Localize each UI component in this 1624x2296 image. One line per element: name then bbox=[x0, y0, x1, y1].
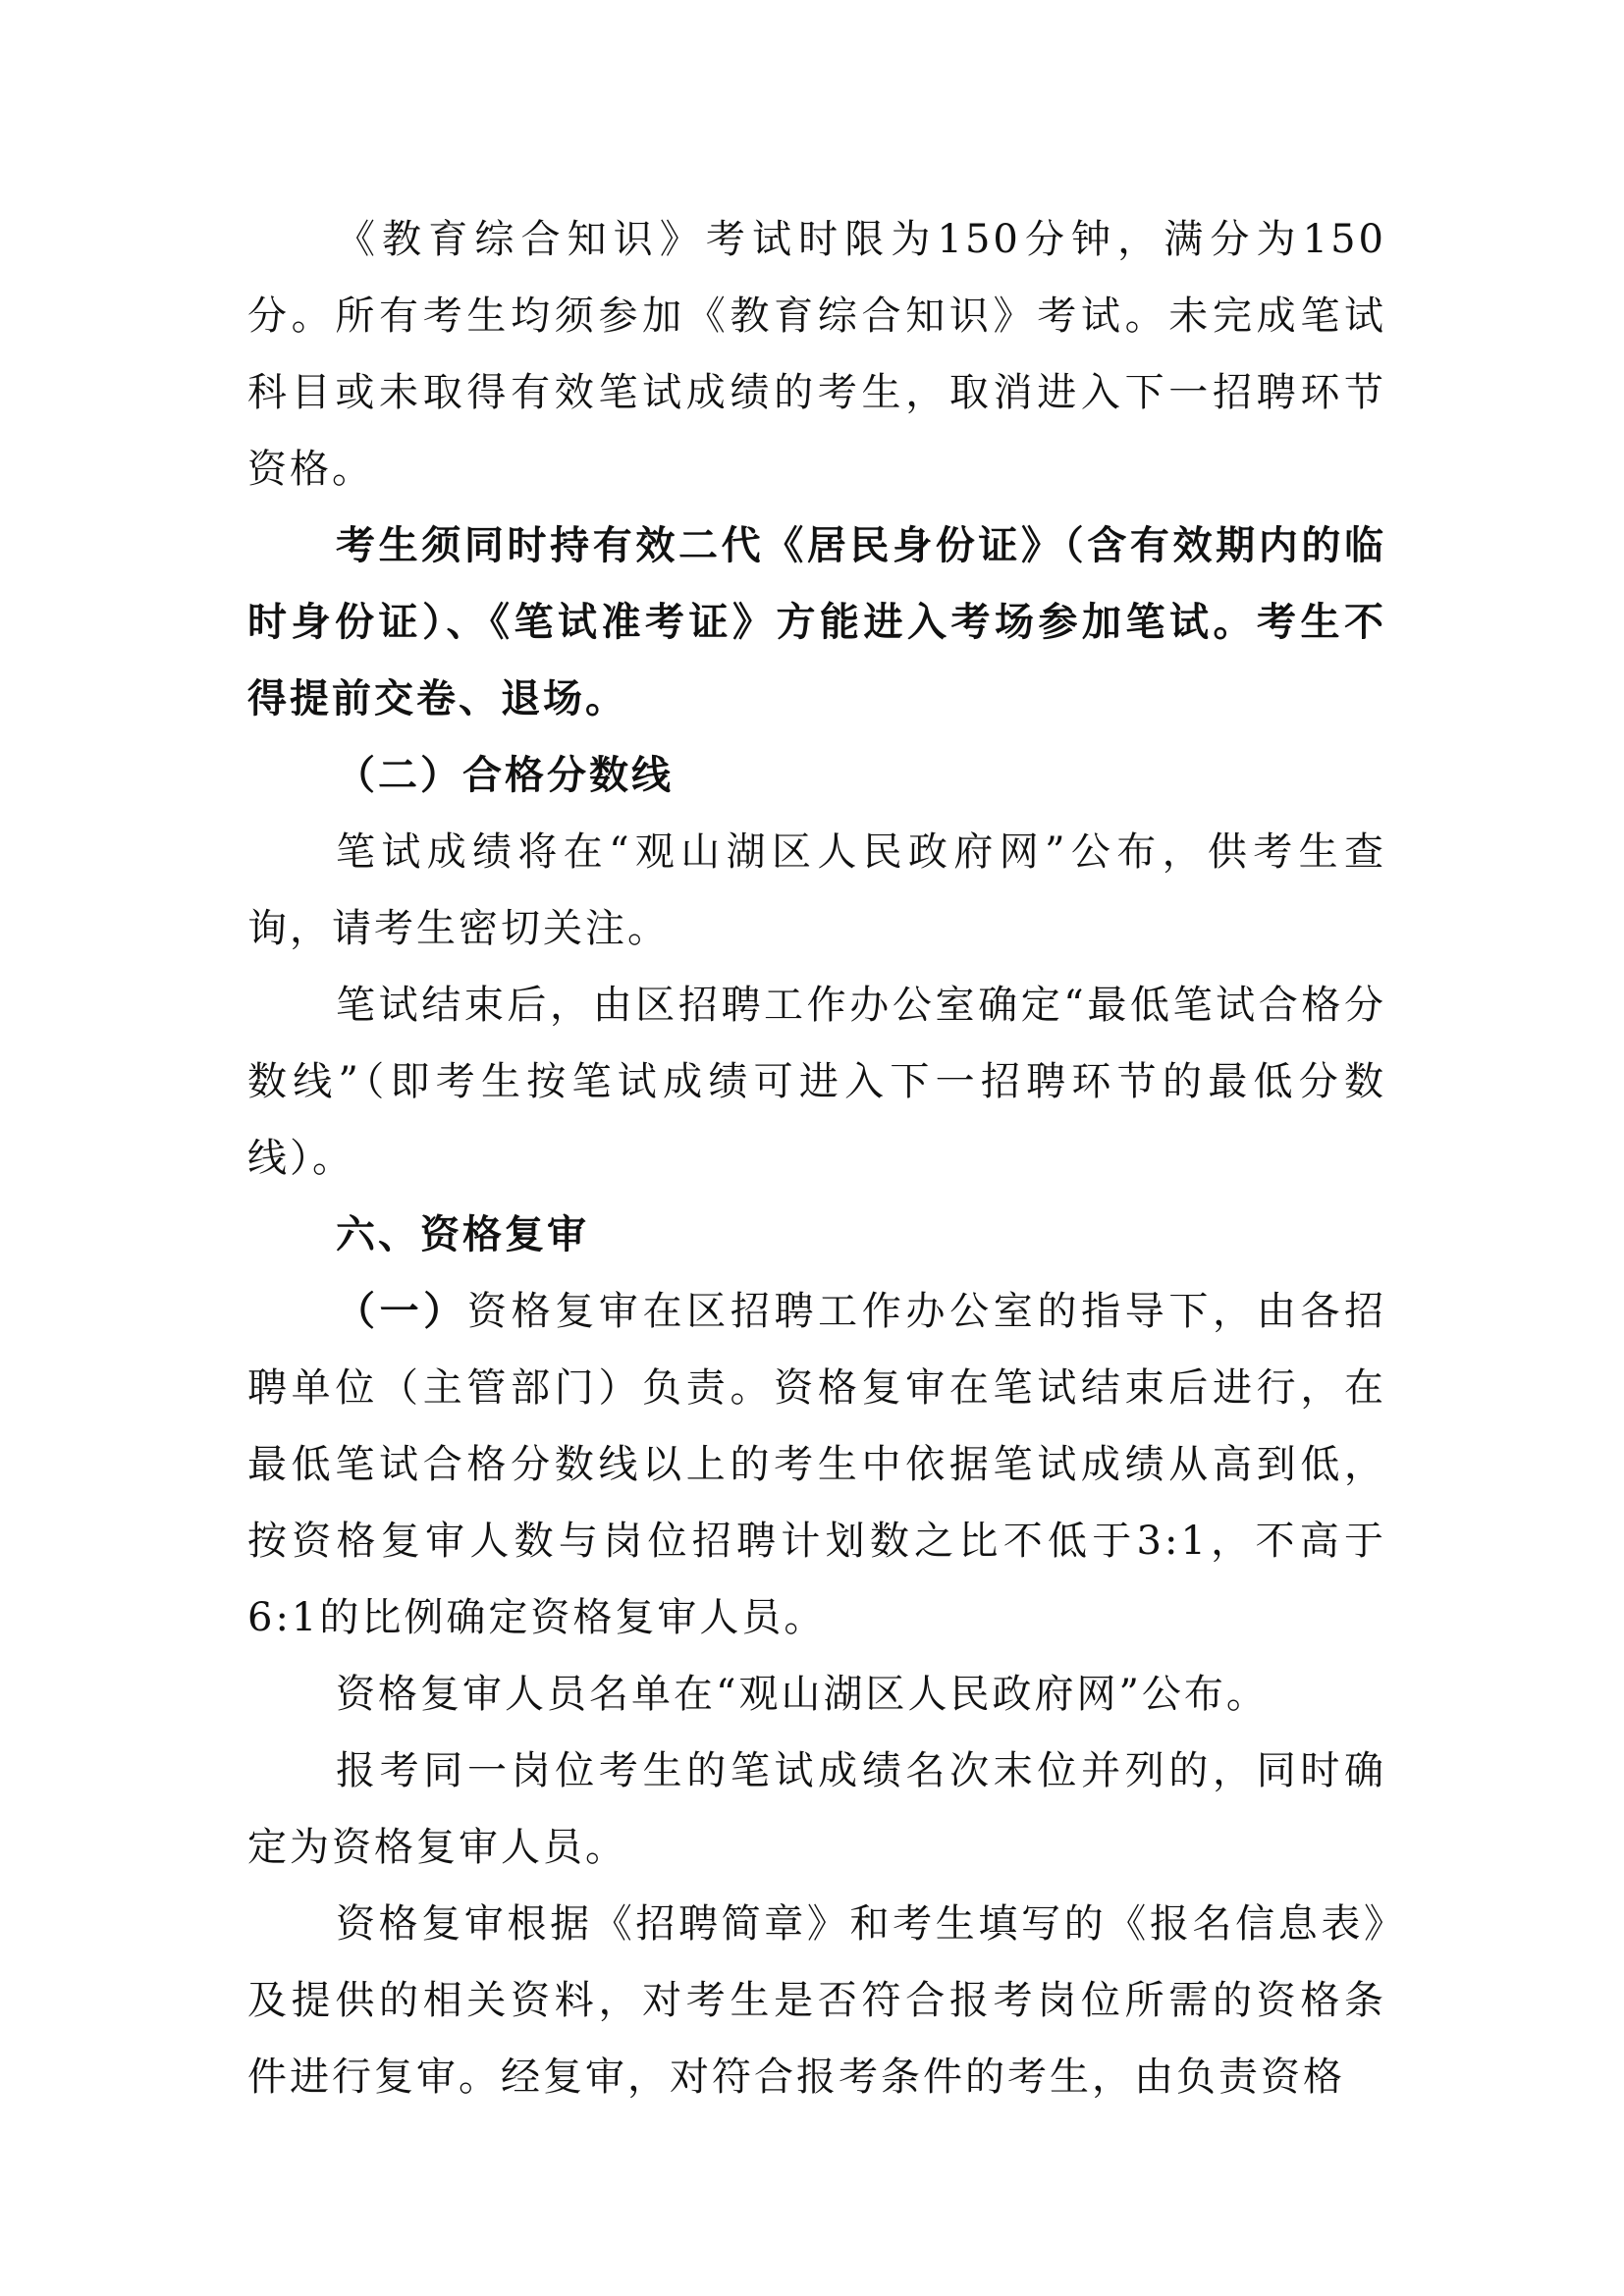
document-body bbox=[247, 201, 1386, 2115]
paragraph-tie-rule: 报考同一岗位考生的笔试成绩名次末位并列的，同时确定为资格复审人员。 bbox=[247, 1748, 1386, 1870]
paragraph-lead-number: （一） bbox=[336, 1289, 467, 1334]
paragraph-score-publication: 笔试成绩将在“观山湖区人民政府网”公布，供考生查询，请考生密切关注。 bbox=[247, 829, 1386, 951]
paragraph-id-requirement: 考生须同时持有效二代《居民身份证》（含有效期内的临时身份证）、《笔试准考证》方能进入考场参加笔试。考生不得提前交卷、退场。 bbox=[247, 523, 1386, 721]
paragraph-review-body: 资格复审在区招聘工作办公室的指导下，由各招聘单位（主管部门）负责。资格复审在笔试结束后进行，在最低笔试合格分数线以上的考生中依据笔试成绩从高到低，按资格复审人数与岗位招聘计划数之比不低于3:1，不高于6:1的比例确定资格复审人员。 bbox=[247, 1289, 1387, 1640]
paragraph-minimum-score-line: 笔试结束后，由区招聘工作办公室确定“最低笔试合格分数线”（即考生按笔试成绩可进入下一招聘环节的最低分数线）。 bbox=[247, 983, 1386, 1181]
heading-qualification-review: 六、资格复审 bbox=[336, 1212, 589, 1257]
heading-passing-score: （二）合格分数线 bbox=[336, 753, 674, 798]
paragraph-review-responsibility bbox=[247, 1273, 1386, 1656]
paragraph-review-list-publication: 资格复审人员名单在“观山湖区人民政府网”公布。 bbox=[336, 1672, 1269, 1717]
paragraph-review-basis: 资格复审根据《招聘简章》和考生填写的《报名信息表》及提供的相关资料，对考生是否符合报考岗位所需的资格条件进行复审。经复审，对符合报考条件的考生，由负责资格 bbox=[247, 1901, 1386, 2100]
paragraph-exam-duration: 《教育综合知识》考试时限为150分钟，满分为150分。所有考生均须参加《教育综合知识》考试。未完成笔试科目或未取得有效笔试成绩的考生，取消进入下一招聘环节资格。 bbox=[247, 217, 1386, 492]
